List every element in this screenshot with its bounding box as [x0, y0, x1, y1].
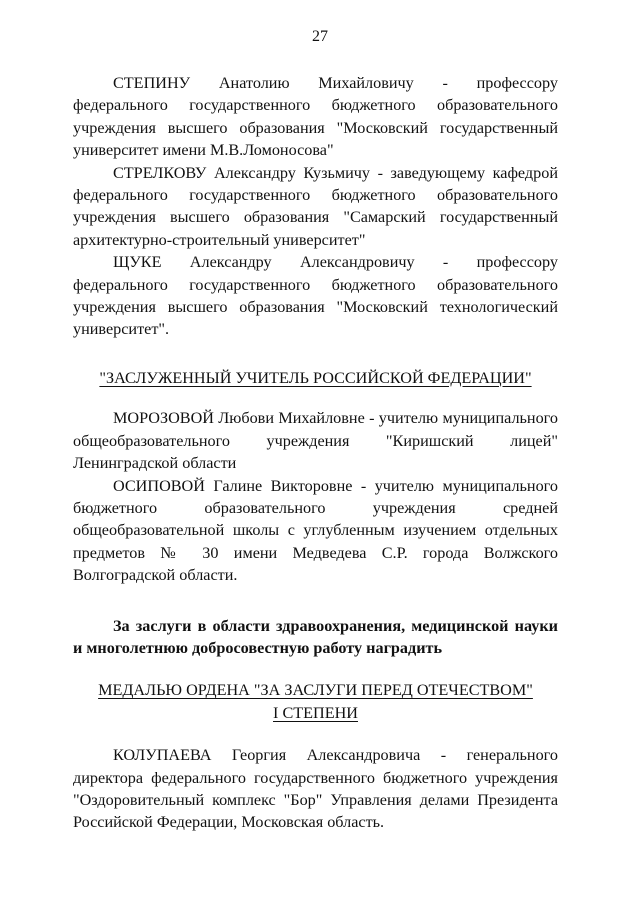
award-entry-osipova: ОСИПОВОЙ Галине Викторовне - учителю муниципального бюджетного образовательного учреждения средней общеобразовательной школы с углубленным изучением отдельных предметов № 30 имени Медведева С.Р. города Волжского Волгоградской области.: [73, 476, 558, 585]
award-decree-intro: За заслуги в области здравоохранения, медицинской науки и многолетнюю добросовестную работу наградить: [73, 616, 558, 657]
award-entry-kolupaev: КОЛУПАЕВА Георгия Александровича - генерального директора федерального государственного бюджетного учреждения "Оздоровительный комплекс "Бор" Управления делами Президента Российской Федерации, Московская область.: [73, 746, 558, 832]
award-entry-shchuka: ЩУКЕ Александру Александровичу - профессору федерального государственного бюджетного образовательного учреждения высшего образования "Московский технологический университет".: [73, 253, 558, 339]
medal-heading-line2: I СТЕПЕНИ: [273, 703, 358, 722]
medal-heading-line1: МЕДАЛЬЮ ОРДЕНА "ЗА ЗАСЛУГИ ПЕРЕД ОТЕЧЕСТВОМ": [98, 681, 533, 700]
award-list-teachers: [73, 407, 558, 586]
medal-heading: [73, 679, 558, 724]
honorary-title-heading-teacher: "ЗАСЛУЖЕННЫЙ УЧИТЕЛЬ РОССИЙСКОЙ ФЕДЕРАЦИИ": [99, 368, 532, 387]
award-entry-morozova: МОРОЗОВОЙ Любови Михайловне - учителю муниципального общеобразовательного учреждения "Киришский лицей" Ленинградской области: [73, 409, 558, 473]
award-list-professors: [73, 72, 558, 341]
award-entry-strelkov: СТРЕЛКОВУ Александру Кузьмичу - заведующему кафедрой федерального государственного бюджетного образовательного учреждения высшего образования "Самарский государственный архитектурно-строительный университет": [73, 163, 558, 249]
award-list-medal: [73, 744, 558, 834]
document-body: [73, 72, 558, 834]
page-number: 27: [312, 28, 328, 45]
award-entry-stepin: СТЕПИНУ Анатолию Михайловичу - профессору федерального государственного бюджетного образовательного учреждения высшего образования "Московский государственный университет имени М.В.Ломоносова": [73, 74, 558, 160]
